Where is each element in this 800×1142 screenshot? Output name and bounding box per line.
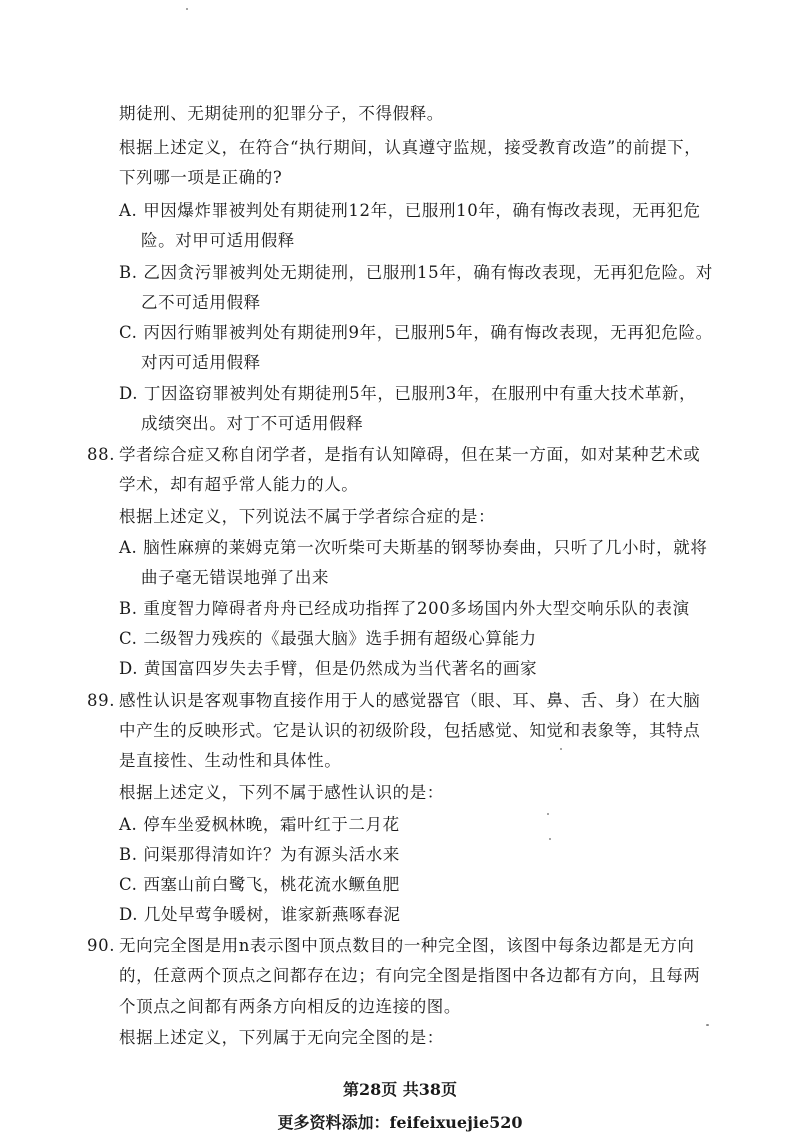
q88-option-b: B. 重度智力障碍者舟舟已经成功指挥了200多场国内外大型交响乐队的表演: [119, 599, 690, 618]
q88-option-d: D. 黄国富四岁失去手臂，但是仍然成为当代著名的画家: [119, 659, 538, 678]
q87-option-c-cont: 对丙可适用假释: [141, 353, 261, 372]
q89-option-b: B. 问渠那得清如许？为有源头活水来: [119, 845, 400, 864]
q88-prompt: 根据上述定义，下列说法不属于学者综合症的是：: [119, 507, 496, 526]
q87-stem-line2: 下列哪一项是正确的?: [119, 168, 283, 187]
q87-stem-line1: 根据上述定义，在符合“执行期间，认真遵守监规，接受教育改造”的前提下，: [119, 138, 702, 157]
q88-number: 88.: [87, 445, 116, 464]
page-number: 第28页 共38页: [342, 1080, 458, 1099]
q90-stem-line2: 的，任意两个顶点之间都存在边；有向完全图是指图中各边都有方向，且每两: [119, 966, 701, 985]
contact-line: 更多资料添加：feifeixuejie520: [277, 1113, 523, 1132]
q87-option-d-cont: 成绩突出。对丁不可适用假释: [141, 414, 364, 433]
q89-option-a: A. 停车坐爱枫林晚，霜叶红于二月花: [119, 815, 400, 834]
q88-option-c: C. 二级智力残疾的《最强大脑》选手拥有超级心算能力: [119, 629, 537, 648]
q89-stem-line2: 中产生的反映形式。它是认识的初级阶段，包括感觉、知觉和表象等，其特点: [119, 721, 701, 740]
scan-speck: [560, 748, 562, 750]
intro-line: 期徒刑、无期徒刑的犯罪分子，不得假释。: [119, 104, 444, 123]
q89-option-d: D. 几处早莺争暖树，谁家新燕啄春泥: [119, 905, 401, 924]
q88-option-a-cont: 曲子毫无错误地弹了出来: [141, 568, 330, 587]
q88-option-a: A. 脑性麻痹的莱姆克第一次听柴可夫斯基的钢琴协奏曲，只听了几小时，就将: [119, 538, 708, 557]
q87-option-c: C. 丙因行贿罪被判处有期徒刑9年，已服刑5年，确有悔改表现，无再犯危险。: [119, 323, 713, 342]
q87-option-d: D. 丁因盗窃罪被判处有期徒刑5年，已服刑3年，在服刑中有重大技术革新，: [119, 384, 697, 403]
scan-speck: [549, 838, 551, 840]
q88-stem-line2: 学术，却有超乎常人能力的人。: [119, 475, 359, 494]
q87-option-a: A. 甲因爆炸罪被判处有期徒刑12年，已服刑10年，确有悔改表现，无再犯危: [119, 201, 701, 220]
q87-option-b: B. 乙因贪污罪被判处无期徒刑，已服刑15年，确有悔改表现，无再犯危险。对: [119, 263, 713, 282]
q90-number: 90.: [87, 936, 116, 955]
q87-option-b-cont: 乙不可适用假释: [141, 293, 261, 312]
q89-prompt: 根据上述定义，下列不属于感性认识的是：: [119, 783, 444, 802]
q90-stem-line3: 个顶点之间都有两条方向相反的边连接的图。: [119, 997, 461, 1016]
scan-speck: [706, 1024, 709, 1026]
scan-speck: [547, 813, 549, 815]
q89-number: 89.: [87, 691, 116, 710]
q90-prompt: 根据上述定义，下列属于无向完全图的是：: [119, 1028, 444, 1047]
q89-stem-line3: 是直接性、生动性和具体性。: [119, 751, 342, 770]
scan-speck: [186, 8, 188, 10]
q89-stem-line1: 感性认识是客观事物直接作用于人的感觉器官（眼、耳、鼻、舌、身）在大脑: [119, 691, 701, 710]
q88-stem-line1: 学者综合症又称自闭学者，是指有认知障碍，但在某一方面，如对某种艺术或: [119, 445, 701, 464]
q90-stem-line1: 无向完全图是用n表示图中顶点数目的一种完全图，该图中每条边都是无方向: [119, 936, 695, 955]
q89-option-c: C. 西塞山前白鹭飞，桃花流水鳜鱼肥: [119, 875, 400, 894]
q87-option-a-cont: 险。对甲可适用假释: [141, 231, 295, 250]
